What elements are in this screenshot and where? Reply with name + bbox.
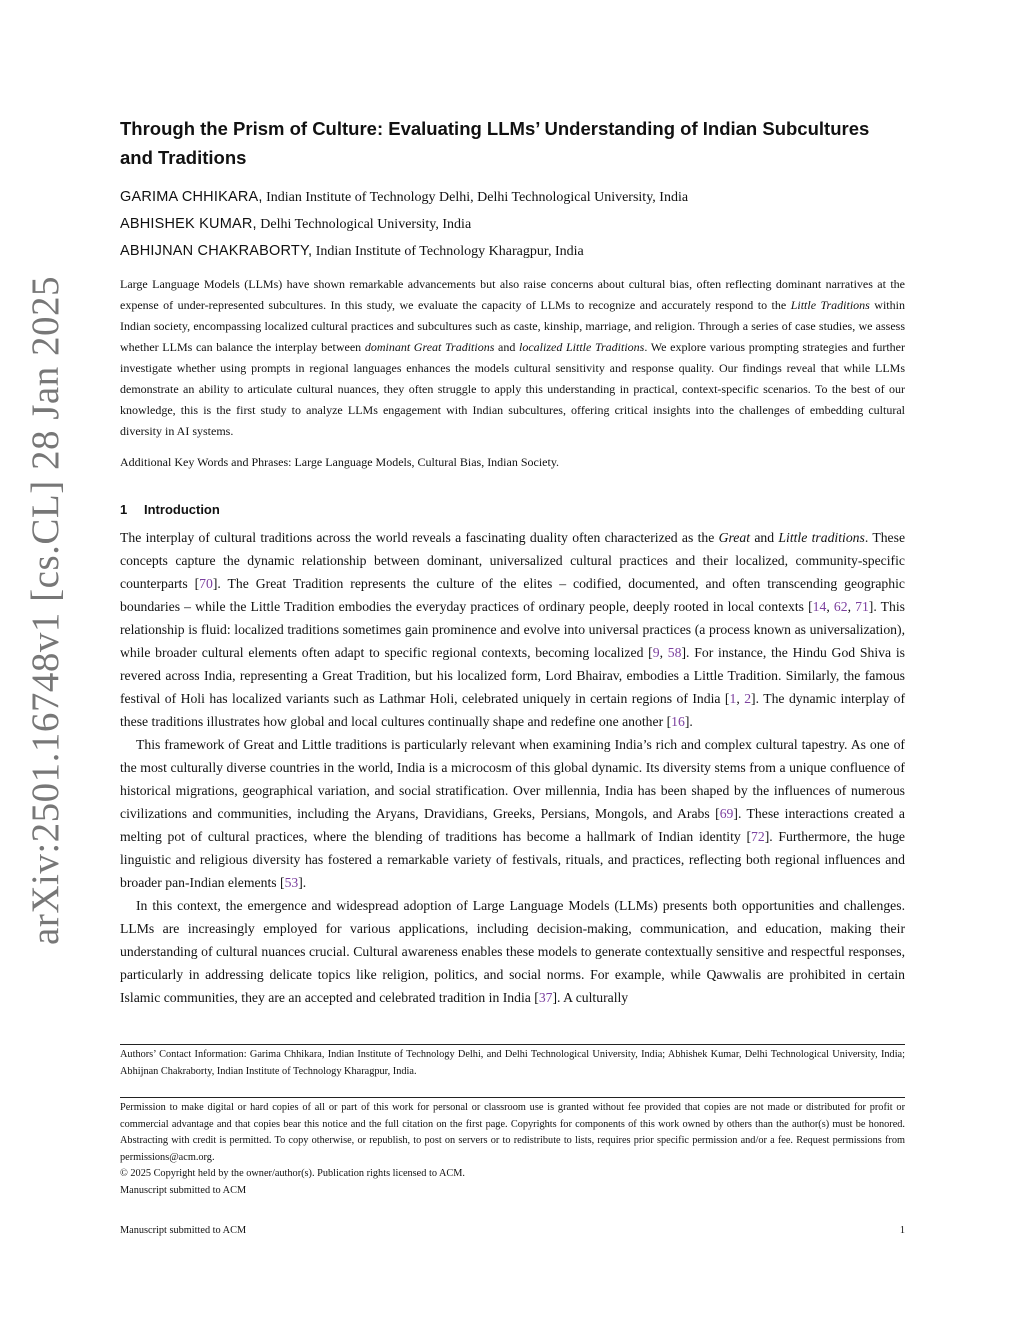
- author-line: [120, 238, 905, 265]
- author-affiliation: Delhi Technological University, India: [256, 217, 472, 232]
- section-number: 1: [120, 502, 128, 517]
- citation-link[interactable]: 69: [719, 806, 734, 821]
- section-heading: [120, 500, 220, 520]
- author-name: ABHIJNAN CHAKRABORTY,: [120, 243, 313, 259]
- author-name: GARIMA CHHIKARA,: [120, 189, 263, 205]
- permission-block: [120, 1100, 905, 1199]
- author-line: [120, 211, 905, 238]
- section-title: Introduction: [144, 502, 220, 517]
- permission-notice: Permission to make digital or hard copies of all or part of this work for personal or classroom use is granted without fee provided that copies are not made or distributed for profit or commercial advantage and that copies bear this notice and the full citation on the first page. Copyrights for components of this work owned by others than the author(s) must be honored. Abstracting with credit is permitted. To copy otherwise, or republish, to post on servers or to redistribute to lists, requires prior specific permission and/or a fee. Request permissions from permissions@acm.org.: [120, 1102, 905, 1163]
- author-contact-info: Authors’ Contact Information: Garima Chhikara, Indian Institute of Technology Delhi, and Delhi Technological University, India; Abhishek Kumar, Delhi Technological University, India; Abhijnan Chakraborty, Indian Institute of Technology Kharagpur, India.: [120, 1049, 905, 1077]
- author-line: [120, 184, 905, 211]
- citation-link[interactable]: 53: [284, 875, 299, 890]
- citation-link[interactable]: 58: [667, 645, 682, 660]
- citation-link[interactable]: 1: [729, 691, 737, 706]
- arxiv-identifier: arXiv:2501.16748v1 [cs.CL] 28 Jan 2025: [23, 275, 67, 945]
- keywords: Additional Key Words and Phrases: Large Language Models, Cultural Bias, Indian Society.: [120, 455, 560, 469]
- body-text: [120, 526, 905, 1009]
- citation-link[interactable]: 14: [812, 599, 827, 614]
- abstract: Large Language Models (LLMs) have shown remarkable advancements but also raise concerns about cultural bias, often reflecting dominant narratives at the expense of under-represented subcultures. In this study, we evaluate the capacity of LLMs to recognize and accurately respond to the Little Traditions within Indian society, encompassing localized cultural practices and subcultures such as caste, kinship, marriage, and religion. Through a series of case studies, we assess whether LLMs can balance the interplay between dominant Great Traditions and localized Little Traditions. We explore various prompting strategies and further investigate whether using prompts in regional languages enhances the models cultural sensitivity and response quality. Our findings reveal that while LLMs demonstrate an ability to articulate cultural nuances, they often struggle to apply this understanding in practical, context-specific scenarios. To the best of our knowledge, this is the first study to analyze LLMs engagement with Indian subcultures, offering critical insights into the challenges of embedding cultural diversity in AI systems.: [120, 277, 905, 438]
- arxiv-identifier-sidebar: [10, 275, 80, 945]
- body-paragraph: The interplay of cultural traditions across the world reveals a fascinating duality often characterized as the Great and Little traditions. These concepts capture the dynamic relationship between dominant, universalized cultural practices and their localized, community-specific counterparts [70]. The Great Tradition represents the culture of the elites – codified, documented, and often transcending geographic boundaries – while the Little Tradition embodies the everyday practices of ordinary people, deeply rooted in local contexts [14, 62, 71]. This relationship is fluid: localized traditions sometimes gain prominence and evolve into universal practices (a process known as universalization), while broader cultural elements often adapt to specific regional contexts, becoming localized [9, 58]. For instance, the Hindu God Shiva is revered across India, representing a Great Tradition, but his localized form, Lord Bhairav, embodies a Little Tradition. Similarly, the famous festival of Holi has localized variants such as Lathmar Holi, celebrated uniquely in certain regions of India [1, 2]. The dynamic interplay of these traditions illustrates how global and local cultures continually shape and redefine one another [16].: [120, 530, 906, 729]
- footer-venue: Manuscript submitted to ACM: [120, 1225, 247, 1236]
- body-paragraph: This framework of Great and Little traditions is particularly relevant when examining India’s rich and complex cultural tapestry. As one of the most culturally diverse countries in the world, India is a microcosm of this global dynamic. Its diversity stems from a unique confluence of historical migrations, geographical variation, and social stratification. Over millennia, India has been shaped by the influences of numerous civilizations and communities, including the Aryans, Dravidians, Greeks, Persians, Mongols, and Arabs [69]. These interactions created a melting pot of cultural practices, where the blending of traditions has become a hallmark of Indian identity [72]. Furthermore, the huge linguistic and religious diversity has fostered a remarkable variety of festivals, rituals, and practices, reflecting both regional influences and broader pan-Indian elements [53].: [120, 737, 905, 890]
- citation-link[interactable]: 2: [744, 691, 752, 706]
- author-name: ABHISHEK KUMAR,: [120, 216, 257, 232]
- paper-title: Through the Prism of Culture: Evaluating LLMs’ Understanding of Indian Subcultures and Traditions: [120, 118, 870, 168]
- citation-link[interactable]: 70: [199, 576, 213, 591]
- author-affiliation: Indian Institute of Technology Kharagpur, India: [312, 244, 584, 259]
- footnote-divider: [120, 1044, 905, 1045]
- copyright-notice: © 2025 Copyright held by the owner/author(s). Publication rights licensed to ACM.: [120, 1168, 466, 1179]
- author-affiliation: Indian Institute of Technology Delhi, Delhi Technological University, India: [262, 190, 689, 205]
- page-footer: [120, 1223, 905, 1239]
- citation-link[interactable]: 72: [751, 829, 765, 844]
- author-list: [120, 184, 905, 265]
- manuscript-note: Manuscript submitted to ACM: [120, 1184, 247, 1196]
- citation-link[interactable]: 9: [652, 645, 660, 660]
- citation-link[interactable]: 71: [855, 599, 869, 614]
- citation-link[interactable]: 37: [538, 990, 553, 1005]
- citation-link[interactable]: 16: [671, 714, 685, 729]
- permission-divider: [120, 1097, 905, 1098]
- body-paragraph: In this context, the emergence and widespread adoption of Large Language Models (LLMs) presents both opportunities and challenges. LLMs are increasingly employed for various applications, including decision-making, communication, and education, making their understanding of cultural nuances crucial. Cultural awareness enables these models to generate contextually sensitive and respectful responses, particularly in addressing delicate topics like religion, politics, and social norms. For example, while Qawwalis are prohibited in certain Islamic communities, they are an accepted and celebrated tradition in India [37]. A culturally: [120, 898, 905, 1005]
- page-number: 1: [899, 1225, 905, 1236]
- citation-link[interactable]: 62: [833, 599, 848, 614]
